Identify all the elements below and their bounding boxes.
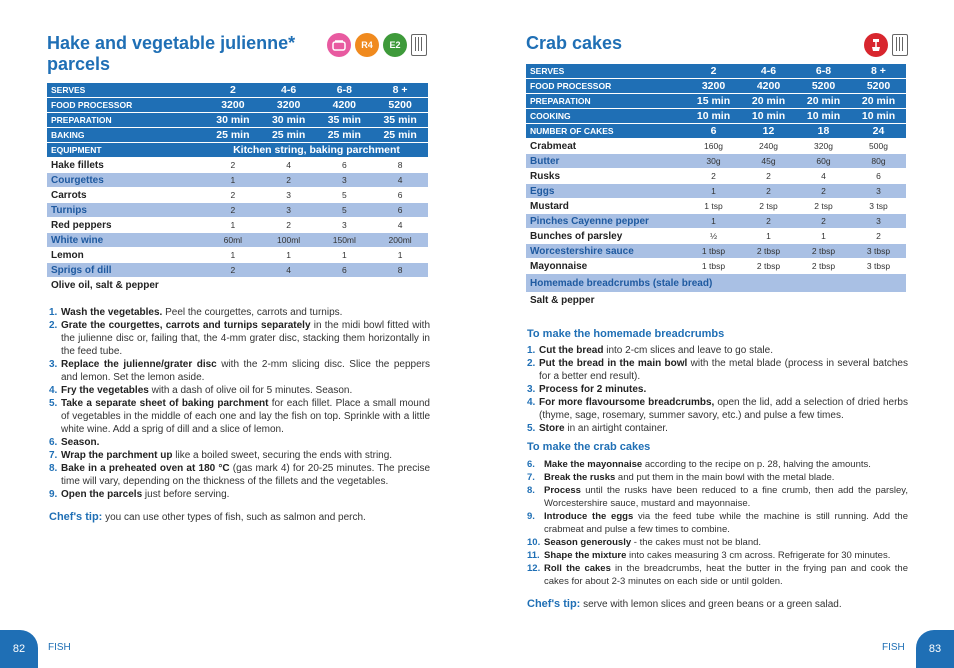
ingredient-qty: 3 tbsp bbox=[851, 259, 906, 274]
ingredient-qty: 5 bbox=[316, 188, 372, 203]
spec-label: EQUIPMENT bbox=[47, 143, 205, 158]
ingredient-qty: 2 bbox=[205, 158, 261, 173]
step-number: 2. bbox=[527, 358, 536, 369]
spec-row-food_processor bbox=[526, 79, 906, 94]
ingredient-qty: 2 bbox=[741, 169, 796, 184]
ingredient-name: Bunches of parsley bbox=[526, 229, 686, 244]
spec-value: 12 bbox=[741, 124, 796, 139]
step-rest: (gas mark 4) for 20-25 minutes. The precise time will vary, depending on the thickness of the fillets and the vegetables. bbox=[61, 463, 431, 487]
spec-label: PREPARATION bbox=[47, 113, 205, 128]
ingredient-qty: 160g bbox=[686, 139, 741, 154]
step-rest: until the rusks have been reduced to a fine crumb, then add the parsley, Worcestershire sauce, mustard and mayonnaise. bbox=[544, 485, 908, 509]
ingredient-row bbox=[526, 169, 906, 184]
step-rest: just before serving. bbox=[142, 489, 230, 500]
ingredient-row bbox=[526, 229, 906, 244]
ingredient-qty: 1 bbox=[316, 248, 372, 263]
spec-value: 35 min bbox=[316, 113, 372, 128]
ingredient-qty: 1 bbox=[261, 248, 317, 263]
step-text bbox=[544, 484, 908, 510]
method-step bbox=[527, 484, 908, 510]
ingredient-qty: 2 bbox=[205, 203, 261, 218]
ingredient-qty: 6 bbox=[372, 188, 428, 203]
step-text bbox=[539, 344, 908, 357]
ingredient-qty: 1 bbox=[796, 229, 851, 244]
spec-label: BAKING bbox=[47, 128, 205, 143]
ingredient-name: Pinches Cayenne pepper bbox=[526, 214, 686, 229]
step-bold: Process for 2 minutes. bbox=[539, 384, 647, 395]
ingredient-qty: 2 bbox=[205, 263, 261, 278]
ingredient-row bbox=[526, 199, 906, 214]
ingredient-name: Carrots bbox=[47, 188, 205, 203]
step-bold: Process bbox=[544, 485, 581, 496]
ingredient-qty: 3 bbox=[851, 214, 906, 229]
ingredient-name: Hake fillets bbox=[47, 158, 205, 173]
ingredient-name: Courgettes bbox=[47, 173, 205, 188]
step-bold: Roll the cakes bbox=[544, 563, 611, 574]
ingredient-row bbox=[47, 203, 428, 218]
step-number: 1. bbox=[527, 345, 536, 356]
ingredient-qty: 3 bbox=[316, 218, 372, 233]
ingredient-qty: 3 bbox=[261, 188, 317, 203]
page-number-right: 83 bbox=[916, 630, 954, 668]
spec-value: 25 min bbox=[316, 128, 372, 143]
spec-value: 25 min bbox=[205, 128, 261, 143]
spec-label: PREPARATION bbox=[526, 94, 686, 109]
step-number: 8. bbox=[49, 463, 58, 474]
ingredient-qty: 3 tbsp bbox=[851, 244, 906, 259]
ingredient-name: Olive oil, salt & pepper bbox=[47, 278, 428, 293]
spec-row-baking bbox=[47, 128, 428, 143]
ingredient-qty: 1 tbsp bbox=[686, 244, 741, 259]
method-step bbox=[527, 344, 908, 357]
spec-value: 20 min bbox=[851, 94, 906, 109]
step-rest: in an airtight container. bbox=[564, 423, 668, 434]
spec-label: SERVES bbox=[47, 83, 205, 98]
ingredient-row bbox=[526, 154, 906, 169]
ingredient-name: Rusks bbox=[526, 169, 686, 184]
spec-value: 5200 bbox=[796, 79, 851, 94]
chefs-tip bbox=[49, 511, 430, 524]
step-bold: Open the parcels bbox=[61, 489, 143, 500]
step-bold: Take a separate sheet of baking parchment bbox=[61, 398, 269, 409]
ingredient-row bbox=[47, 263, 428, 278]
ingredient-qty: 6 bbox=[316, 158, 372, 173]
spec-value: 4200 bbox=[741, 79, 796, 94]
step-text bbox=[544, 562, 908, 588]
ingredient-qty: 4 bbox=[372, 218, 428, 233]
spec-row-preparation bbox=[526, 94, 906, 109]
method-step bbox=[527, 396, 908, 422]
tip-label: Chef's tip: bbox=[527, 598, 581, 610]
spec-label: SERVES bbox=[526, 64, 686, 79]
left-spec-table bbox=[47, 83, 428, 293]
spec-value: 3200 bbox=[205, 98, 261, 113]
ingredient-row bbox=[526, 214, 906, 229]
spec-value: 20 min bbox=[796, 94, 851, 109]
ingredient-qty: 1 bbox=[741, 229, 796, 244]
ingredient-row bbox=[47, 233, 428, 248]
step-number: 1. bbox=[49, 307, 58, 318]
step-number: 3. bbox=[49, 359, 58, 370]
method-step bbox=[527, 536, 908, 549]
tip-label: Chef's tip: bbox=[49, 511, 103, 523]
step-rest: via the feed tube while the machine is still running. Add the crabmeat and pulse a few times to combine. bbox=[544, 511, 908, 535]
spec-value: 2 bbox=[686, 64, 741, 79]
spec-value: 30 min bbox=[261, 113, 317, 128]
step-number: 5. bbox=[527, 423, 536, 434]
method-step bbox=[527, 357, 908, 383]
ingredient-qty: 2 bbox=[796, 184, 851, 199]
ingredient-qty: 4 bbox=[261, 263, 317, 278]
step-text bbox=[539, 422, 908, 435]
method-step bbox=[49, 462, 430, 488]
ingredient-name: Mustard bbox=[526, 199, 686, 214]
step-number: 10. bbox=[527, 537, 541, 548]
left-recipe-title: Hake and vegetable julienne* parcels bbox=[47, 33, 296, 74]
ingredient-qty: 2 bbox=[205, 188, 261, 203]
step-text bbox=[539, 396, 908, 422]
ingredient-name: Butter bbox=[526, 154, 686, 169]
step-rest: according to the recipe on p. 28, halving the amounts. bbox=[642, 459, 871, 470]
step-bold: Put the bread in the main bowl bbox=[539, 358, 688, 369]
step-bold: Season. bbox=[61, 437, 100, 448]
step-rest: with the metal blade (process in several batches for a better end result). bbox=[539, 358, 908, 382]
spec-row-serves bbox=[526, 64, 906, 79]
step-bold: Make the mayonnaise bbox=[544, 459, 643, 470]
ingredient-name: Eggs bbox=[526, 184, 686, 199]
ingredient-qty: 3 tsp bbox=[851, 199, 906, 214]
step-rest: in the midi bowl fitted with the julienne disc or, failing that, the 4-mm grater disc, stacking them horizontally in the feed tube. bbox=[61, 320, 430, 357]
ingredient-name: Turnips bbox=[47, 203, 205, 218]
equipment-value: Kitchen string, baking parchment bbox=[205, 143, 428, 158]
right-icons bbox=[864, 33, 908, 57]
spec-value: 6-8 bbox=[796, 64, 851, 79]
ingredient-row bbox=[526, 293, 906, 308]
step-text bbox=[61, 306, 430, 319]
ingredient-row bbox=[526, 244, 906, 259]
spec-row-food_processor bbox=[47, 98, 428, 113]
ingredient-qty: 2 bbox=[851, 229, 906, 244]
right-spec-table bbox=[526, 64, 906, 308]
step-text bbox=[61, 319, 430, 358]
method-step bbox=[49, 306, 430, 319]
step-bold: Introduce the eggs bbox=[544, 511, 634, 522]
step-text bbox=[539, 357, 908, 383]
method-step bbox=[527, 471, 908, 484]
tip-text: you can use other types of fish, such as salmon and perch. bbox=[102, 512, 366, 523]
method-step bbox=[527, 422, 908, 435]
spec-value: 4-6 bbox=[741, 64, 796, 79]
step-number: 4. bbox=[527, 397, 536, 408]
ingredient-name: Salt & pepper bbox=[526, 293, 906, 308]
ingredient-name: Sprigs of dill bbox=[47, 263, 205, 278]
ingredient-qty: 80g bbox=[851, 154, 906, 169]
step-text bbox=[544, 471, 908, 484]
ingredient-qty: 1 bbox=[205, 218, 261, 233]
step-number: 12. bbox=[527, 563, 541, 574]
method-step bbox=[527, 383, 908, 396]
ingredient-qty: 1 tbsp bbox=[686, 259, 741, 274]
ingredient-qty: 3 bbox=[261, 203, 317, 218]
ingredient-row bbox=[47, 248, 428, 263]
spec-value: 25 min bbox=[372, 128, 428, 143]
ingredient-row bbox=[526, 139, 906, 154]
method-step bbox=[49, 358, 430, 384]
spec-value: 8 + bbox=[372, 83, 428, 98]
step-text bbox=[544, 510, 908, 536]
subheading-crab-cakes: To make the crab cakes bbox=[527, 441, 651, 453]
ingredient-qty: 30g bbox=[686, 154, 741, 169]
step-text bbox=[544, 458, 908, 471]
spec-value: 10 min bbox=[796, 109, 851, 124]
step-bold: Bake in a preheated oven at 180 °C bbox=[61, 463, 230, 474]
spec-value: 5200 bbox=[372, 98, 428, 113]
spec-value: 25 min bbox=[261, 128, 317, 143]
spec-row-serves bbox=[47, 83, 428, 98]
step-rest: for each fillet. Place a small mound of vegetables in the middle of each one and lay the fish on top. Sprinkle with a little white wine. Add a sprig of dill and a slice of lemon. bbox=[61, 398, 430, 435]
spec-value: 6 bbox=[686, 124, 741, 139]
spec-value: 30 min bbox=[205, 113, 261, 128]
step-bold: Fry the vegetables bbox=[61, 385, 149, 396]
spec-row-equipment bbox=[47, 143, 428, 158]
ingredient-qty: 2 bbox=[741, 184, 796, 199]
ingredient-qty: 6 bbox=[316, 263, 372, 278]
spec-row-preparation bbox=[47, 113, 428, 128]
step-number: 5. bbox=[49, 398, 58, 409]
step-rest: and put them in the main bowl with the metal blade. bbox=[615, 472, 835, 483]
step-rest: open the lid, add a selection of dried herbs (thyme, sage, rosemary, summer savory, etc.) and pulse a few times. bbox=[539, 397, 908, 421]
step-bold: Season generously bbox=[544, 537, 632, 548]
spec-value: 4200 bbox=[316, 98, 372, 113]
ingredient-qty: 3 bbox=[316, 173, 372, 188]
ingredient-qty: 2 tbsp bbox=[741, 244, 796, 259]
step-text bbox=[61, 462, 430, 488]
ingredient-row bbox=[47, 188, 428, 203]
spec-value: 18 bbox=[796, 124, 851, 139]
ingredient-row bbox=[526, 274, 906, 293]
mixer-icon bbox=[864, 33, 888, 57]
r4-icon: R4 bbox=[355, 33, 379, 57]
step-rest: - the cakes must not be bland. bbox=[631, 537, 762, 548]
ingredient-qty: 1 tsp bbox=[686, 199, 741, 214]
step-bold: Shape the mixture bbox=[544, 550, 627, 561]
tip-text: serve with lemon slices and green beans or a green salad. bbox=[580, 599, 842, 610]
method-step bbox=[527, 562, 908, 588]
step-bold: Break the rusks bbox=[544, 472, 616, 483]
ingredient-name: Lemon bbox=[47, 248, 205, 263]
ingredient-qty: 60ml bbox=[205, 233, 261, 248]
step-rest: in the breadcrumbs, heat the butter in the frying pan and cook the cakes for about 2-3 minutes on each side or until golden. bbox=[544, 563, 908, 587]
spec-value: 20 min bbox=[741, 94, 796, 109]
method-step bbox=[49, 397, 430, 436]
ingredient-qty: 4 bbox=[261, 158, 317, 173]
ingredient-qty: 45g bbox=[741, 154, 796, 169]
ingredient-qty: 8 bbox=[372, 263, 428, 278]
ingredient-row bbox=[526, 259, 906, 274]
spec-value: 2 bbox=[205, 83, 261, 98]
spec-value: 10 min bbox=[851, 109, 906, 124]
ingredient-qty: 2 bbox=[261, 173, 317, 188]
ingredient-qty: 2 tbsp bbox=[796, 244, 851, 259]
step-text bbox=[61, 488, 430, 501]
step-number: 7. bbox=[527, 472, 535, 483]
spec-label: FOOD PROCESSOR bbox=[47, 98, 205, 113]
step-text bbox=[544, 536, 908, 549]
ingredient-qty: 2 tbsp bbox=[796, 259, 851, 274]
step-bold: Cut the bread bbox=[539, 345, 604, 356]
step-rest: into 2-cm slices and leave to go stale. bbox=[603, 345, 773, 356]
step-bold: For more flavoursome breadcrumbs, bbox=[539, 397, 715, 408]
crab-cake-steps bbox=[527, 458, 908, 588]
step-number: 8. bbox=[527, 485, 535, 496]
step-number: 11. bbox=[527, 550, 540, 561]
ingredient-name: White wine bbox=[47, 233, 205, 248]
bin-icon bbox=[892, 34, 908, 56]
spec-value: 8 + bbox=[851, 64, 906, 79]
spec-value: 3200 bbox=[261, 98, 317, 113]
spec-value: 6-8 bbox=[316, 83, 372, 98]
ingredient-qty: 500g bbox=[851, 139, 906, 154]
ingredient-qty: 5 bbox=[316, 203, 372, 218]
ingredient-qty: 2 tsp bbox=[741, 199, 796, 214]
step-number: 9. bbox=[527, 511, 535, 522]
step-rest: with a dash of olive oil for 5 minutes. Season. bbox=[148, 385, 353, 396]
step-text bbox=[61, 384, 430, 397]
spec-label: COOKING bbox=[526, 109, 686, 124]
page-number-left: 82 bbox=[0, 630, 38, 668]
ingredient-qty: 2 tsp bbox=[796, 199, 851, 214]
right-method bbox=[527, 328, 908, 611]
step-text bbox=[61, 358, 430, 384]
step-bold: Replace the julienne/grater disc bbox=[61, 359, 217, 370]
ingredient-qty: 4 bbox=[372, 173, 428, 188]
method-step bbox=[49, 488, 430, 501]
ingredient-qty: 1 bbox=[686, 184, 741, 199]
step-number: 4. bbox=[49, 385, 58, 396]
section-label-left: FISH bbox=[48, 642, 71, 653]
ingredient-name: Crabmeat bbox=[526, 139, 686, 154]
step-text bbox=[61, 436, 430, 449]
ingredient-qty: 200ml bbox=[372, 233, 428, 248]
spec-value: 10 min bbox=[686, 109, 741, 124]
e2-icon: E2 bbox=[383, 33, 407, 57]
ingredient-name: Worcestershire sauce bbox=[526, 244, 686, 259]
step-text bbox=[61, 449, 430, 462]
section-label-right: FISH bbox=[882, 642, 905, 653]
ingredient-qty: 2 bbox=[261, 218, 317, 233]
ingredient-qty: 150ml bbox=[316, 233, 372, 248]
ingredient-qty: 100ml bbox=[261, 233, 317, 248]
ingredient-qty: 2 bbox=[686, 169, 741, 184]
method-step bbox=[527, 458, 908, 471]
step-text bbox=[539, 383, 908, 396]
ingredient-qty: 1 bbox=[205, 248, 261, 263]
spec-value: 10 min bbox=[741, 109, 796, 124]
step-number: 2. bbox=[49, 320, 58, 331]
method-step bbox=[49, 436, 430, 449]
spec-label: FOOD PROCESSOR bbox=[526, 79, 686, 94]
ingredient-qty: 1 bbox=[372, 248, 428, 263]
spec-value: 15 min bbox=[686, 94, 741, 109]
ingredient-qty: 3 bbox=[851, 184, 906, 199]
ingredient-name: Mayonnaise bbox=[526, 259, 686, 274]
ingredient-row bbox=[47, 218, 428, 233]
step-number: 6. bbox=[49, 437, 58, 448]
method-step bbox=[527, 549, 908, 562]
step-rest: into cakes measuring 3 cm across. Refrigerate for 30 minutes. bbox=[626, 550, 891, 561]
method-step bbox=[49, 319, 430, 358]
ingredient-qty: 1 bbox=[686, 214, 741, 229]
ingredient-qty: ½ bbox=[686, 229, 741, 244]
step-bold: Wash the vegetables. bbox=[61, 307, 163, 318]
step-number: 6. bbox=[527, 459, 535, 470]
step-rest: like a boiled sweet, securing the ends with string. bbox=[172, 450, 393, 461]
ingredient-qty: 2 bbox=[796, 214, 851, 229]
ingredient-qty: 240g bbox=[741, 139, 796, 154]
step-bold: Grate the courgettes, carrots and turnips separately bbox=[61, 320, 311, 331]
ingredient-name: Red peppers bbox=[47, 218, 205, 233]
method-step bbox=[49, 384, 430, 397]
step-number: 9. bbox=[49, 489, 58, 500]
right-recipe-title: Crab cakes bbox=[526, 33, 623, 53]
ingredient-qty: 1 bbox=[205, 173, 261, 188]
ingredient-qty: 60g bbox=[796, 154, 851, 169]
ingredient-qty: 8 bbox=[372, 158, 428, 173]
spec-value: 4-6 bbox=[261, 83, 317, 98]
step-number: 3. bbox=[527, 384, 536, 395]
method-step bbox=[49, 449, 430, 462]
ingredient-qty: 2 bbox=[741, 214, 796, 229]
left-method bbox=[49, 306, 430, 524]
spec-value: 35 min bbox=[372, 113, 428, 128]
step-text bbox=[544, 549, 908, 562]
spec-value: 24 bbox=[851, 124, 906, 139]
step-rest: Peel the courgettes, carrots and turnips. bbox=[162, 307, 343, 318]
step-text bbox=[61, 397, 430, 436]
step-bold: Store bbox=[539, 423, 565, 434]
method-step bbox=[527, 510, 908, 536]
step-bold: Wrap the parchment up bbox=[61, 450, 173, 461]
subheading-breadcrumbs: To make the homemade breadcrumbs bbox=[527, 328, 725, 340]
spec-value: 3200 bbox=[686, 79, 741, 94]
chefs-tip bbox=[527, 598, 908, 611]
step-number: 7. bbox=[49, 450, 58, 461]
ingredient-qty: 6 bbox=[851, 169, 906, 184]
ingredient-row bbox=[526, 184, 906, 199]
ingredient-name: Homemade breadcrumbs (stale bread) bbox=[526, 274, 906, 293]
ingredient-qty: 6 bbox=[372, 203, 428, 218]
ingredient-row bbox=[47, 278, 428, 293]
ingredient-row bbox=[47, 158, 428, 173]
ingredient-qty: 2 tbsp bbox=[741, 259, 796, 274]
spec-label: NUMBER OF CAKES bbox=[526, 124, 686, 139]
left-icons bbox=[327, 33, 427, 57]
spec-value: 5200 bbox=[851, 79, 906, 94]
spec-row-cakes bbox=[526, 124, 906, 139]
ingredient-qty: 4 bbox=[796, 169, 851, 184]
ingredient-row bbox=[47, 173, 428, 188]
spec-row-cooking bbox=[526, 109, 906, 124]
steam-icon bbox=[327, 33, 351, 57]
step-rest: with the 2-mm slicing disc. Slice the peppers and lemon. Set the lemon aside. bbox=[61, 359, 430, 383]
ingredient-qty: 320g bbox=[796, 139, 851, 154]
bin-icon bbox=[411, 34, 427, 56]
